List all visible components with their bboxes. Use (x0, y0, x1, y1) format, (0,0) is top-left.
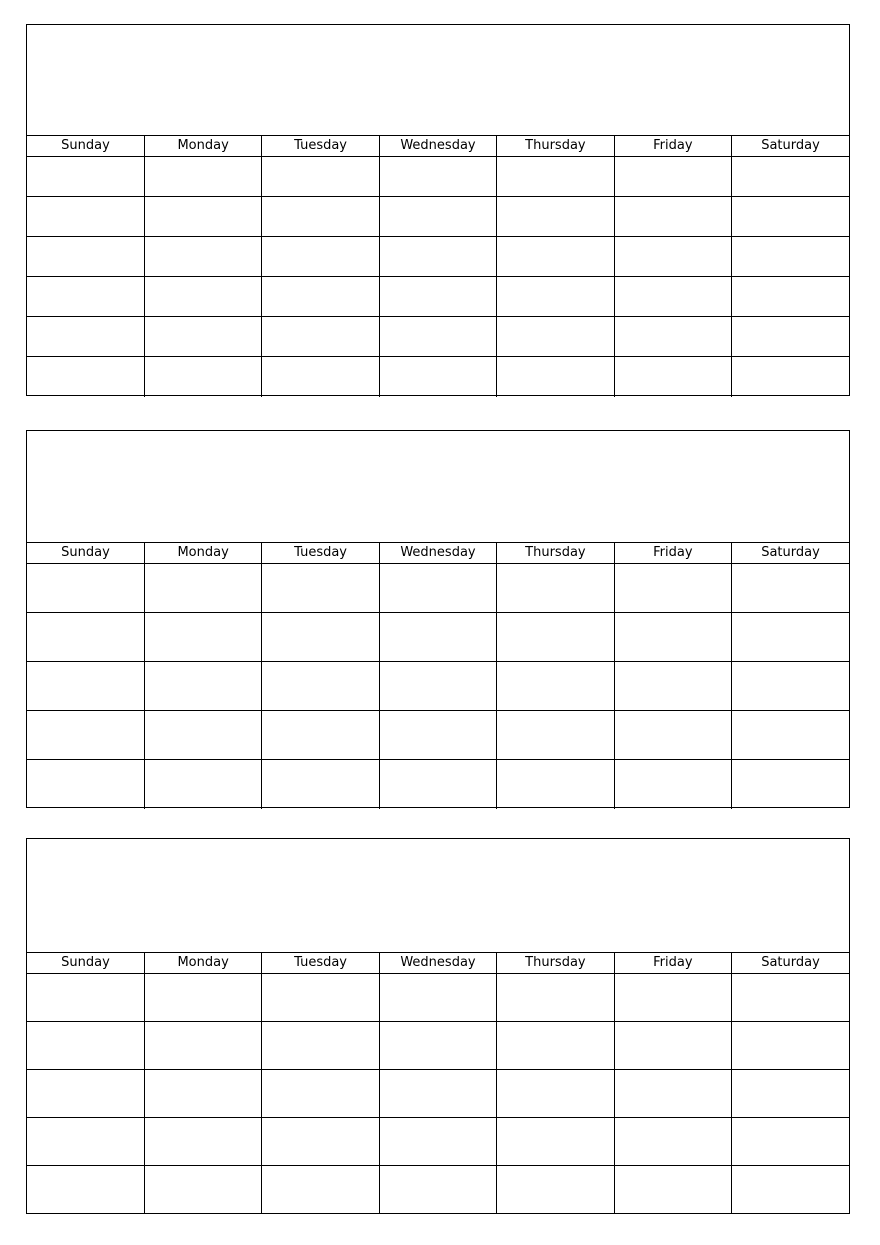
day-cell (27, 357, 144, 397)
day-cell (262, 1022, 379, 1070)
day-cell (614, 711, 731, 760)
day-cell (379, 974, 496, 1022)
week-row (27, 157, 849, 197)
weekday-header-row (27, 543, 849, 564)
day-cell (144, 1118, 261, 1166)
day-cell (614, 760, 731, 809)
day-cell (379, 277, 496, 317)
day-cell (262, 662, 379, 711)
day-cell (379, 1070, 496, 1118)
day-cell (262, 1118, 379, 1166)
calendar-body (27, 564, 849, 809)
weekday-header-row (27, 953, 849, 974)
weekday-label-sunday: Sunday (27, 953, 144, 974)
day-cell (497, 197, 614, 237)
day-cell (262, 357, 379, 397)
month-title-area (27, 431, 849, 543)
day-cell (144, 711, 261, 760)
day-cell (497, 157, 614, 197)
day-cell (27, 1166, 144, 1214)
day-cell (379, 1166, 496, 1214)
week-row (27, 662, 849, 711)
week-row (27, 237, 849, 277)
day-cell (27, 662, 144, 711)
day-cell (732, 1166, 849, 1214)
weekday-label-tuesday: Tuesday (262, 543, 379, 564)
day-cell (379, 711, 496, 760)
week-row (27, 564, 849, 613)
day-cell (732, 197, 849, 237)
day-cell (614, 197, 731, 237)
day-cell (614, 662, 731, 711)
weekday-label-sunday: Sunday (27, 136, 144, 157)
day-cell (732, 613, 849, 662)
day-cell (27, 711, 144, 760)
day-cell (614, 613, 731, 662)
day-cell (262, 317, 379, 357)
weekday-label-monday: Monday (144, 136, 261, 157)
day-cell (732, 662, 849, 711)
day-cell (27, 157, 144, 197)
weekday-label-tuesday: Tuesday (262, 953, 379, 974)
day-cell (262, 1166, 379, 1214)
calendar-3 (26, 838, 850, 1214)
calendar-body (27, 974, 849, 1214)
day-cell (27, 564, 144, 613)
day-cell (732, 564, 849, 613)
week-row (27, 1166, 849, 1214)
day-cell (732, 760, 849, 809)
weekday-label-thursday: Thursday (497, 953, 614, 974)
weekday-label-friday: Friday (614, 136, 731, 157)
weekday-label-wednesday: Wednesday (379, 953, 496, 974)
day-cell (497, 1070, 614, 1118)
day-cell (144, 613, 261, 662)
day-cell (262, 277, 379, 317)
day-cell (27, 760, 144, 809)
weekday-label-sunday: Sunday (27, 543, 144, 564)
calendar-grid (27, 543, 849, 809)
day-cell (732, 974, 849, 1022)
calendar-grid (27, 953, 849, 1214)
day-cell (144, 1070, 261, 1118)
day-cell (27, 1070, 144, 1118)
day-cell (497, 564, 614, 613)
day-cell (144, 760, 261, 809)
day-cell (144, 1022, 261, 1070)
month-title-area (27, 25, 849, 136)
day-cell (379, 760, 496, 809)
day-cell (379, 237, 496, 277)
weekday-label-saturday: Saturday (732, 953, 849, 974)
day-cell (614, 974, 731, 1022)
day-cell (614, 1118, 731, 1166)
day-cell (379, 613, 496, 662)
day-cell (262, 711, 379, 760)
day-cell (614, 277, 731, 317)
day-cell (614, 1070, 731, 1118)
weekday-label-monday: Monday (144, 953, 261, 974)
week-row (27, 1118, 849, 1166)
calendar-body (27, 157, 849, 397)
day-cell (379, 357, 496, 397)
day-cell (27, 974, 144, 1022)
day-cell (379, 197, 496, 237)
day-cell (144, 564, 261, 613)
weekday-label-friday: Friday (614, 953, 731, 974)
week-row (27, 1070, 849, 1118)
day-cell (262, 197, 379, 237)
day-cell (497, 974, 614, 1022)
day-cell (262, 157, 379, 197)
day-cell (379, 662, 496, 711)
week-row (27, 197, 849, 237)
day-cell (27, 1022, 144, 1070)
day-cell (497, 277, 614, 317)
day-cell (27, 1118, 144, 1166)
calendar-2 (26, 430, 850, 808)
weekday-label-wednesday: Wednesday (379, 136, 496, 157)
week-row (27, 711, 849, 760)
weekday-header-row (27, 136, 849, 157)
day-cell (497, 760, 614, 809)
day-cell (144, 197, 261, 237)
day-cell (497, 1022, 614, 1070)
day-cell (262, 760, 379, 809)
day-cell (732, 1070, 849, 1118)
day-cell (27, 317, 144, 357)
day-cell (379, 1022, 496, 1070)
weekday-label-saturday: Saturday (732, 543, 849, 564)
calendar-grid (27, 136, 849, 397)
day-cell (614, 317, 731, 357)
day-cell (144, 974, 261, 1022)
day-cell (144, 277, 261, 317)
weekday-label-tuesday: Tuesday (262, 136, 379, 157)
week-row (27, 317, 849, 357)
day-cell (27, 277, 144, 317)
day-cell (614, 237, 731, 277)
day-cell (732, 711, 849, 760)
week-row (27, 760, 849, 809)
weekday-label-thursday: Thursday (497, 136, 614, 157)
weekday-label-wednesday: Wednesday (379, 543, 496, 564)
month-title-area (27, 839, 849, 953)
day-cell (262, 1070, 379, 1118)
day-cell (497, 662, 614, 711)
day-cell (497, 317, 614, 357)
week-row (27, 1022, 849, 1070)
day-cell (614, 157, 731, 197)
day-cell (732, 157, 849, 197)
week-row (27, 357, 849, 397)
day-cell (497, 1166, 614, 1214)
day-cell (732, 277, 849, 317)
day-cell (144, 357, 261, 397)
day-cell (27, 197, 144, 237)
day-cell (379, 157, 496, 197)
day-cell (497, 613, 614, 662)
day-cell (262, 564, 379, 613)
day-cell (497, 237, 614, 277)
day-cell (614, 564, 731, 613)
day-cell (614, 1166, 731, 1214)
day-cell (144, 662, 261, 711)
day-cell (144, 237, 261, 277)
week-row (27, 613, 849, 662)
day-cell (497, 1118, 614, 1166)
day-cell (144, 157, 261, 197)
day-cell (262, 613, 379, 662)
day-cell (732, 1118, 849, 1166)
day-cell (732, 237, 849, 277)
week-row (27, 974, 849, 1022)
weekday-label-friday: Friday (614, 543, 731, 564)
day-cell (27, 613, 144, 662)
weekday-label-thursday: Thursday (497, 543, 614, 564)
day-cell (144, 317, 261, 357)
day-cell (144, 1166, 261, 1214)
day-cell (262, 974, 379, 1022)
weekday-label-monday: Monday (144, 543, 261, 564)
day-cell (732, 357, 849, 397)
day-cell (614, 1022, 731, 1070)
weekday-label-saturday: Saturday (732, 136, 849, 157)
day-cell (732, 317, 849, 357)
day-cell (27, 237, 144, 277)
day-cell (379, 317, 496, 357)
day-cell (497, 711, 614, 760)
calendar-1 (26, 24, 850, 396)
day-cell (379, 564, 496, 613)
day-cell (379, 1118, 496, 1166)
day-cell (732, 1022, 849, 1070)
week-row (27, 277, 849, 317)
day-cell (614, 357, 731, 397)
day-cell (262, 237, 379, 277)
day-cell (497, 357, 614, 397)
